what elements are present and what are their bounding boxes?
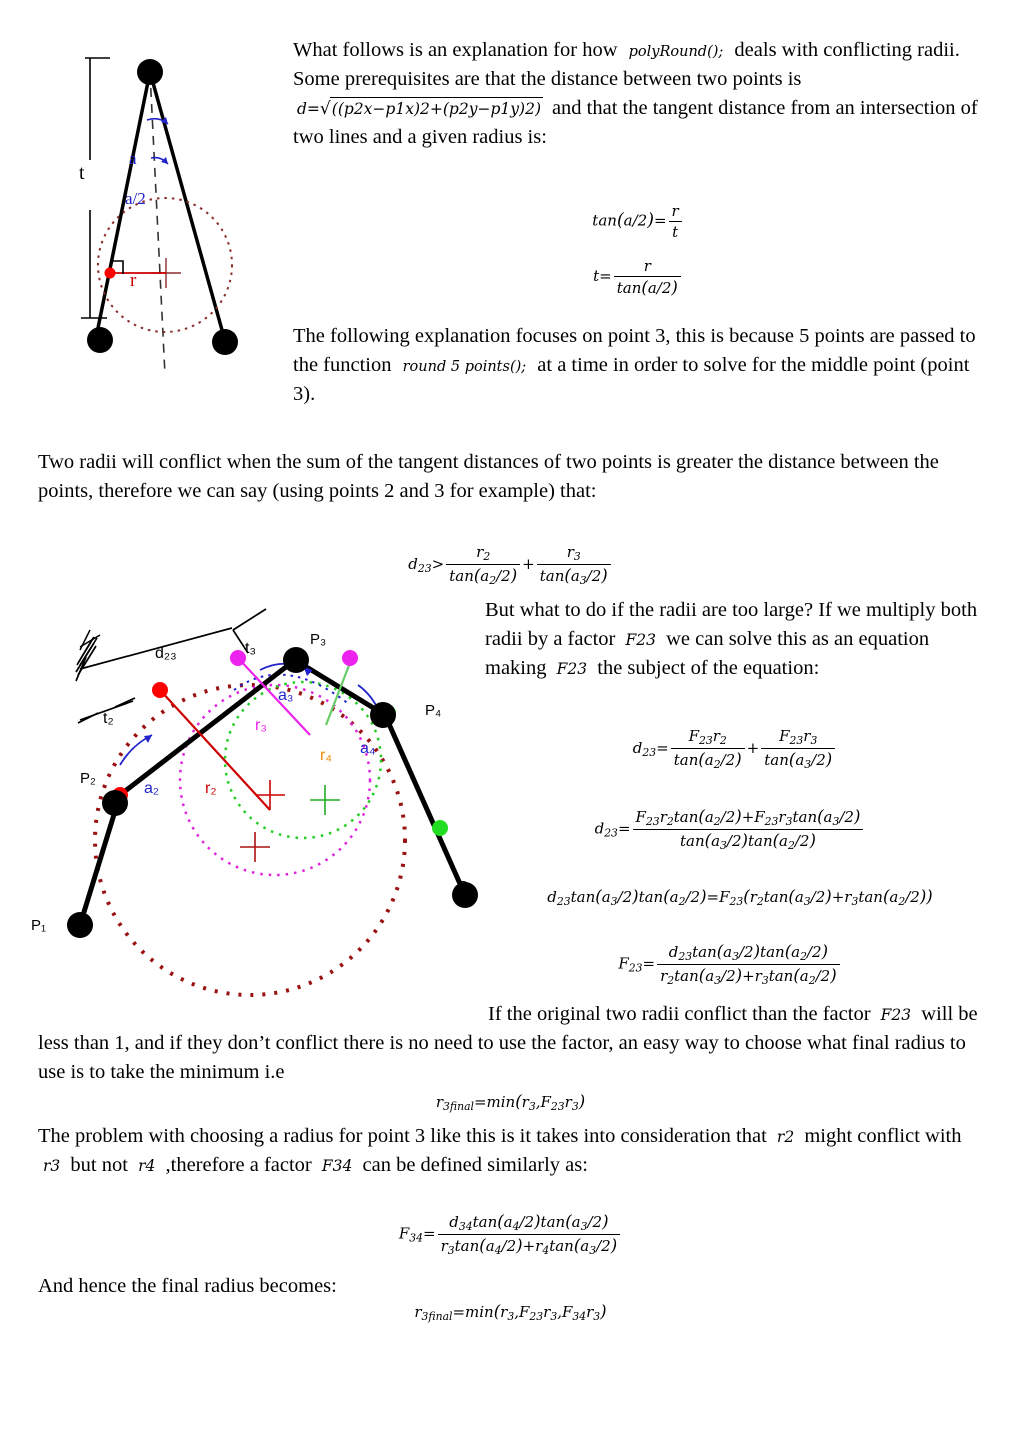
figure-poly-label-d23: d₂₃ bbox=[155, 645, 177, 662]
figure-poly-label-a4: a₄ bbox=[360, 740, 376, 757]
orig-text-2: will be less than 1, and if they don’t conflict there is no need to use the factor, an easy way to choose what final radius to use is to take the minimum i.e bbox=[38, 1003, 978, 1084]
equation-d23-factored: $d_{23}=$ $\frac{F_{23}r_2}{\tan(a_2/2)}$ + $\frac{F_{23}r_3}{\tan(a_3/2)}$ bbox=[485, 727, 985, 771]
figure-poly-label-r2: r₂ bbox=[205, 780, 217, 797]
equation-r3final-b: $r_{3final}=\min(r_3,F_{23}r_3,F_{34}r_3)$ bbox=[414, 1302, 607, 1324]
symbol-f23-b: F23 bbox=[556, 660, 588, 679]
equation-d23-combined: $d_{23}=$ $\frac{F_{23}r_2\tan(a_2/2)+F_{23}r_3\tan(a_3/2)}{\tan(a_3/2)\tan(a_2/2)}$ bbox=[470, 807, 990, 852]
equation-f34: $F_{34}=$ $\frac{d_{34}\tan(a_4/2)\tan(a_3/2)}{r_3\tan(a_4/2)+r_4\tan(a_3/2)}$ bbox=[38, 1212, 983, 1257]
figure-poly-label-p4: P₄ bbox=[425, 702, 442, 719]
distance-formula: d=√((p2x−p1x)2+(p2y−p1y)2) bbox=[297, 99, 542, 120]
problem-text-1: The problem with choosing a radius for point 3 like this is it takes into consideration that bbox=[38, 1125, 767, 1147]
problem-text-4: ,therefore a factor bbox=[165, 1154, 312, 1177]
equation-t: t= $\frac{r}{\tan(a/2)}$ bbox=[293, 257, 983, 297]
problem-text-3: but not bbox=[70, 1154, 128, 1177]
equation-r3final-a: $r_{3final}=\min(r_3,F_{23}r_3)$ bbox=[435, 1092, 586, 1114]
intro-text-2: deals with conflicting radii. Some prerequisites are that the distance between two points is bbox=[293, 39, 960, 91]
problem-text-5: can be defined similarly as: bbox=[362, 1154, 588, 1177]
figure-poly-label-p3: P₃ bbox=[310, 631, 327, 648]
figure-poly-label-r4: r₄ bbox=[320, 747, 332, 764]
figure-top-label-t: t bbox=[79, 162, 85, 184]
intro-text-1: What follows is an explanation for how bbox=[293, 39, 618, 61]
figure-top-label-r: r bbox=[130, 270, 137, 291]
symbol-r3: r3 bbox=[43, 1157, 61, 1176]
intro-text-3: and that the tangent distance from an intersection of two lines and a given radius is: bbox=[293, 97, 978, 149]
conflict-paragraph: Two radii will conflict when the sum of the tangent distances of two points is greater the distance between the points, therefore we can say (using points 2 and 3 for example) that: bbox=[38, 451, 939, 503]
focus-paragraph bbox=[293, 322, 983, 409]
hence-paragraph: And hence the final radius becomes: bbox=[38, 1275, 337, 1297]
focus-text-1: The following explanation focuses on point 3, this is because 5 points are passed to the function bbox=[293, 325, 976, 377]
figure-poly-label-r3: r₃ bbox=[255, 717, 267, 734]
equation-f23: $F_{23}=$ $\frac{d_{23}\tan(a_3/2)\tan(a_2/2)}{r_2\tan(a_3/2)+r_3\tan(a_2/2)}$ bbox=[470, 942, 990, 987]
figure-polygon-diagram bbox=[20, 595, 490, 1015]
equation-d23-expanded: $d_{23}\tan(a_3/2)\tan(a_2/2)=F_{23}(r_2\tan(a_3/2)+r_3\tan(a_2/2))$ bbox=[547, 887, 933, 909]
symbol-r4: r4 bbox=[138, 1157, 156, 1176]
figure-poly-label-t3: t₃ bbox=[245, 640, 256, 657]
figure-poly-label-t2: t₂ bbox=[103, 710, 114, 727]
original-radii-paragraph bbox=[38, 1000, 983, 1087]
figure-tangent-diagram bbox=[55, 30, 275, 390]
tangent-equations bbox=[293, 195, 983, 304]
figure-poly-label-a3: a₃ bbox=[278, 687, 294, 704]
but-what-text-1: But what to do if the radii are too large? If we multiply both radii by a factor bbox=[485, 599, 978, 651]
symbol-f34: F34 bbox=[321, 1157, 353, 1176]
figure-poly-label-a2: a₂ bbox=[144, 780, 160, 797]
problem-paragraph bbox=[38, 1122, 983, 1180]
figure-poly-label-p2: P₂ bbox=[80, 770, 96, 787]
focus-text-2: at a time in order to solve for the middle point (point 3). bbox=[293, 354, 970, 406]
but-what-text-2: we can solve this as an equation making bbox=[485, 628, 930, 680]
round5points-function-name: round 5 points(); bbox=[402, 359, 527, 376]
orig-text-1: If the original two radii conflict than the factor bbox=[488, 1003, 871, 1025]
equation-tan-a-half: tan(a/2)= $\frac{r}{t}$ bbox=[293, 202, 983, 241]
equation-d23-inequality: $d_{23}>$ $\frac{r_2}{\tan(a_2/2)}$ + $\frac{r_3}{\tan(a_3/2)}$ bbox=[38, 543, 983, 587]
symbol-f23-a: F23 bbox=[625, 631, 656, 650]
figure-poly-label-p5: P₅ bbox=[458, 878, 475, 895]
symbol-r2: r2 bbox=[776, 1128, 795, 1146]
but-what-paragraph bbox=[485, 596, 985, 683]
figure-poly-label-p1: P₁ bbox=[31, 917, 47, 934]
intro-paragraph bbox=[293, 36, 983, 152]
symbol-f23-c: F23 bbox=[880, 1006, 912, 1024]
polyround-function-name: polyRound(); bbox=[628, 44, 724, 60]
problem-text-2: might conflict with bbox=[804, 1125, 962, 1147]
but-what-text-3: the subject of the equation: bbox=[597, 657, 820, 680]
figure-top-label-a: a bbox=[129, 149, 137, 168]
figure-top-label-a-half: a/2 bbox=[125, 189, 146, 208]
